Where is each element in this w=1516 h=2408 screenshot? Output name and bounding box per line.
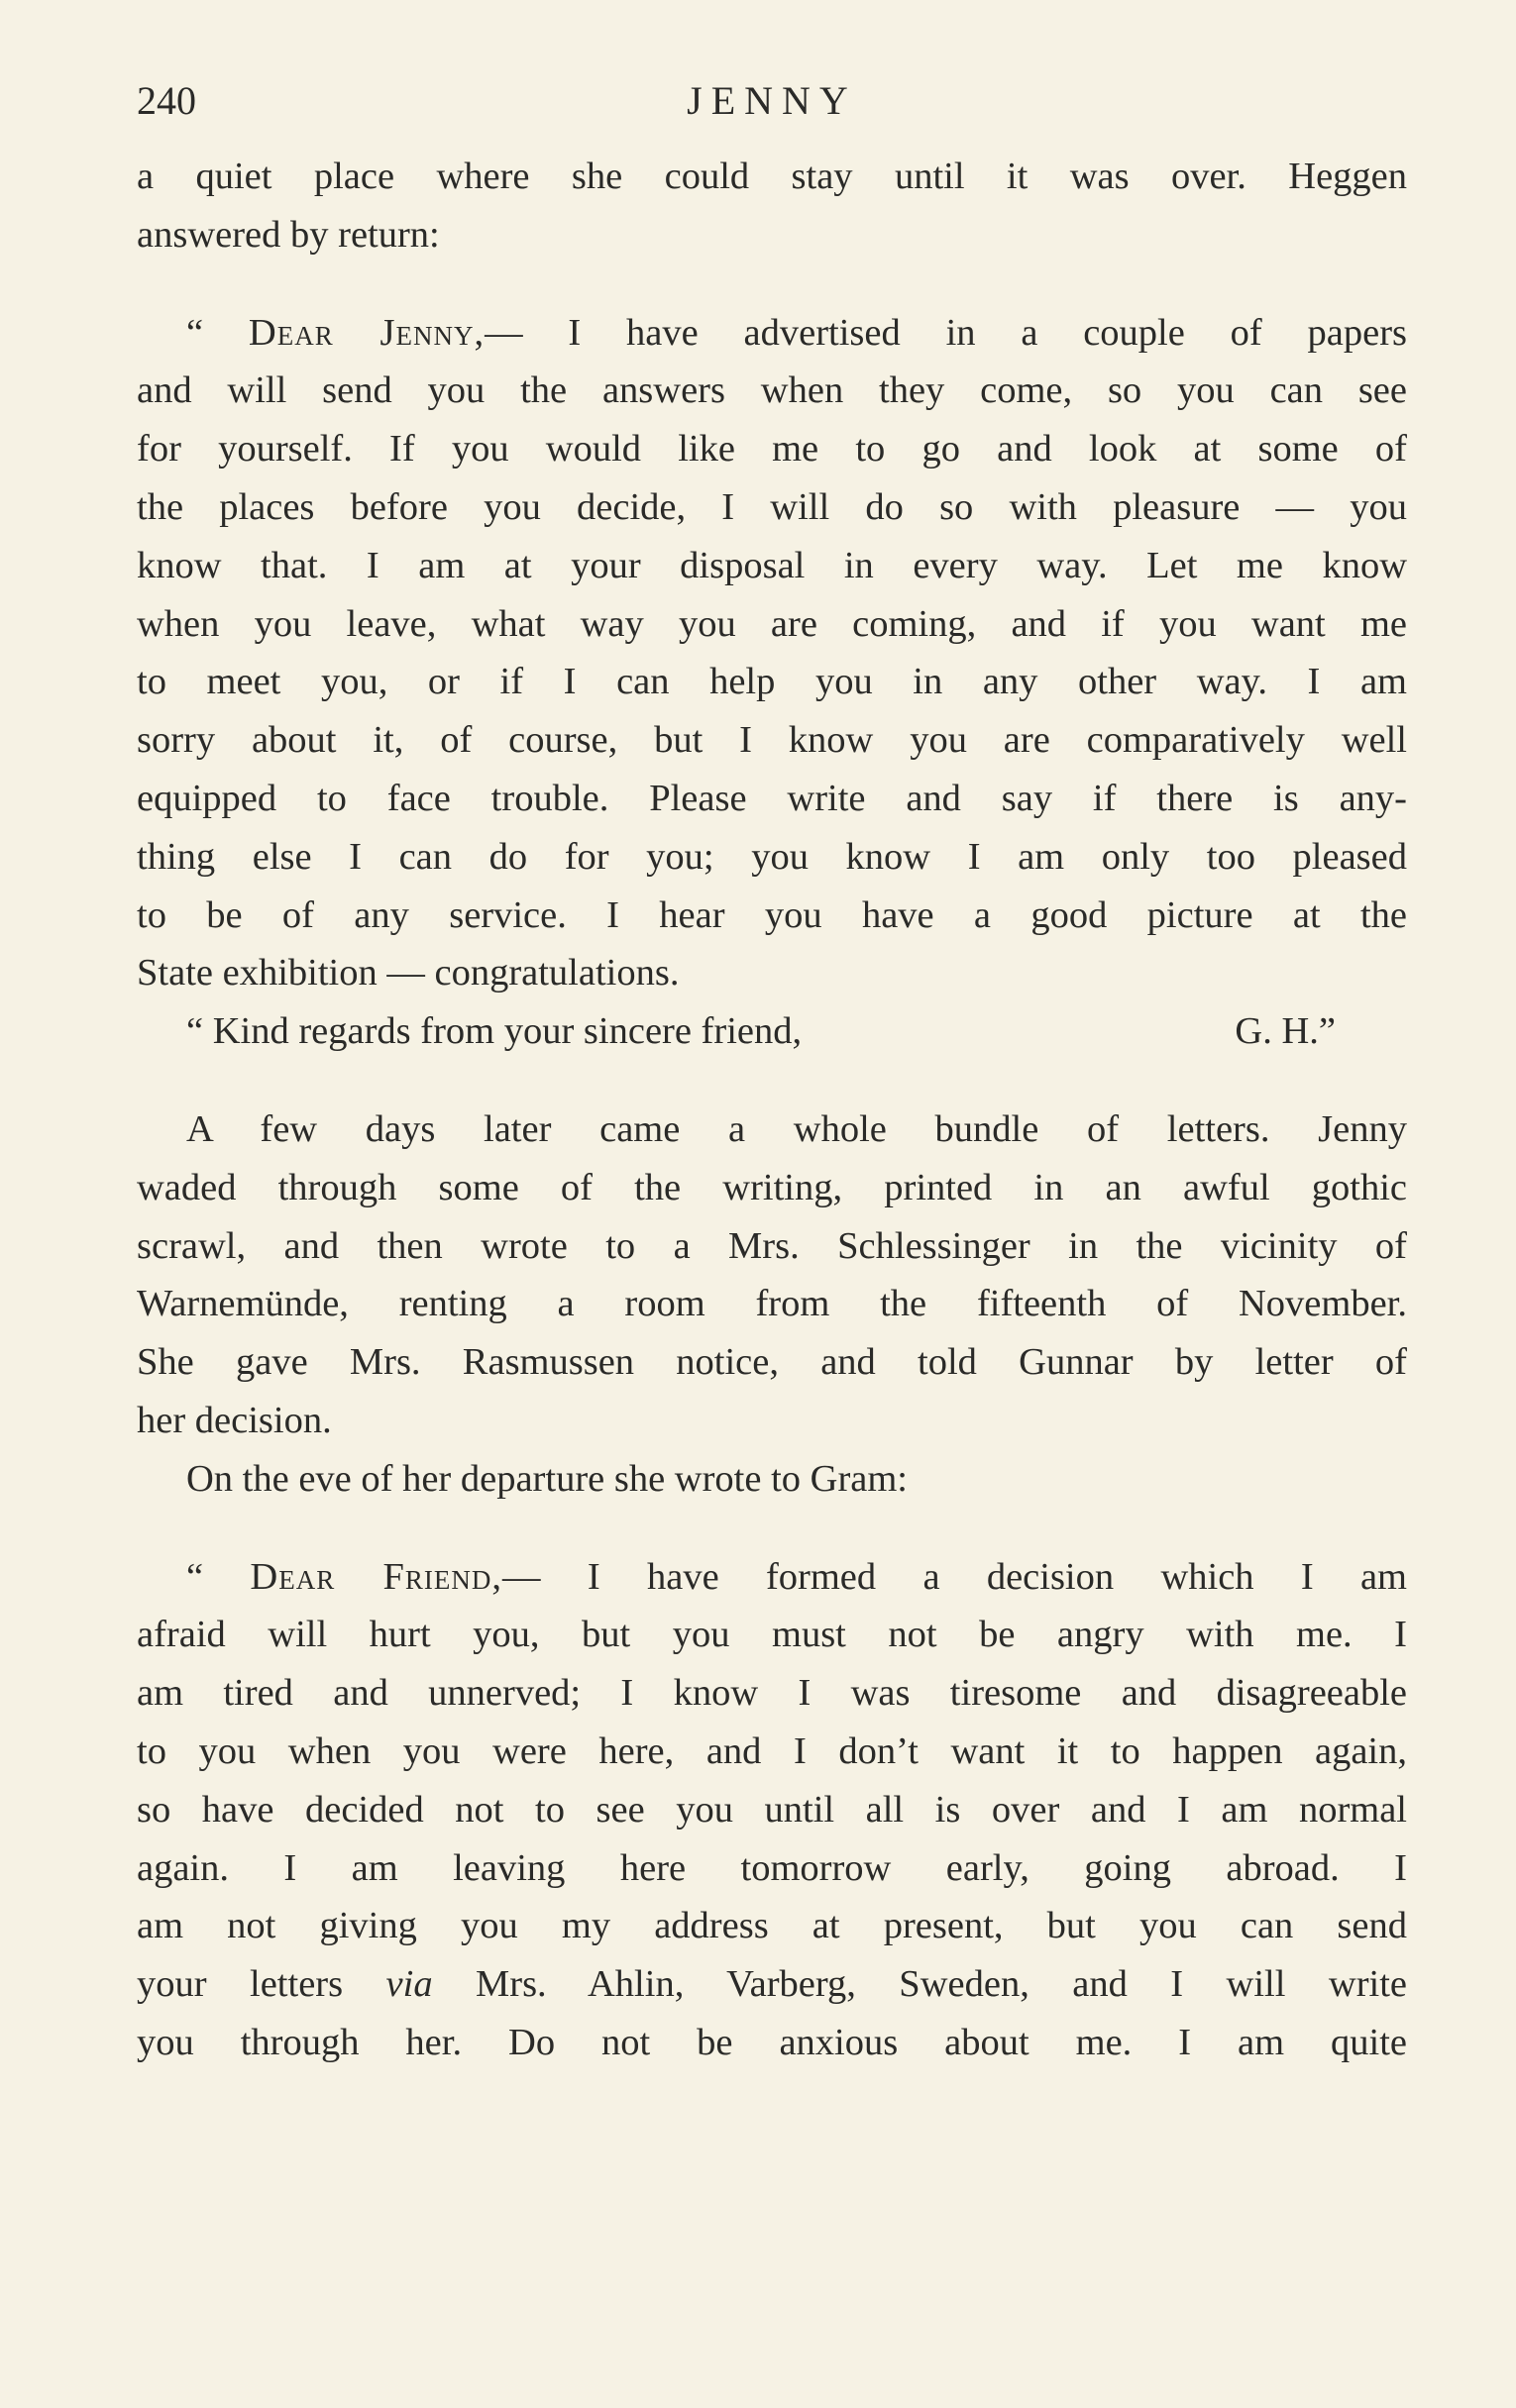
page-header (137, 71, 1407, 131)
text-fragment: Mrs. Ahlin, Varberg, Sweden, and I will write (432, 1963, 1407, 2006)
text-line: for yourself. If you would like me to go and look at some of (137, 428, 1407, 471)
text-line: and will send you the answers when they come, so you can see (137, 369, 1407, 412)
text-line: A few days later came a whole bundle of letters. Jenny (186, 1107, 1407, 1150)
text-line: afraid will hurt you, but you must not be angry with me. I (137, 1614, 1407, 1656)
opening-quote: “ (186, 311, 249, 354)
body-text (137, 148, 1407, 2072)
letter-jenny (137, 1548, 1407, 2072)
italic-word: via (385, 1963, 433, 2006)
text-line: answered by return: (137, 213, 440, 256)
text-line (137, 304, 1407, 363)
salutation-continuation: — I have formed a decision which I am (502, 1555, 1407, 1598)
text-line: so have decided not to see you until all is over and I am normal (137, 1788, 1407, 1831)
paragraph-narrative (137, 1100, 1407, 1509)
text-line: know that. I am at your disposal in every way. Let me know (137, 544, 1407, 586)
running-title: JENNY (687, 78, 857, 123)
text-line (137, 1548, 1407, 1607)
letter-salutation: Dear Jenny, (248, 311, 486, 354)
text-line: to meet you, or if I can help you in any other way. I am (137, 661, 1407, 703)
text-line: the places before you decide, I will do so with pleasure — you (137, 485, 1407, 528)
text-line: a quiet place where she could stay until it was over. Heggen (137, 156, 1407, 197)
text-line: sorry about it, of course, but I know you are comparatively well (137, 719, 1407, 762)
text-line: equipped to face trouble. Please write and say if there is any- (137, 777, 1407, 819)
text-line: waded through some of the writing, printed in an awful gothic (137, 1166, 1407, 1208)
text-line (137, 1955, 1407, 2014)
opening-quote: “ (186, 1555, 251, 1598)
closing-text: “ Kind regards from your sincere friend, (186, 1010, 803, 1053)
text-line: thing else I can do for you; you know I am only too pleased (137, 835, 1407, 878)
salutation-continuation: — I have advertised in a couple of papers (485, 311, 1408, 354)
text-line: scrawl, and then wrote to a Mrs. Schlessinger in the vicinity of (137, 1224, 1407, 1267)
paragraph-intro (137, 148, 1407, 264)
text-line: when you leave, what way you are coming, and if you want me (137, 602, 1407, 645)
text-line: to you when you were here, and I don’t want it to happen again, (137, 1729, 1407, 1772)
signature-initials: G. H.” (1235, 1010, 1336, 1053)
text-line: am tired and unnerved; I know I was tiresome and disagreeable (137, 1672, 1407, 1715)
text-line: her decision. (137, 1399, 332, 1441)
text-line: She gave Mrs. Rasmussen notice, and told Gunnar by letter of (137, 1341, 1407, 1384)
text-line: am not giving you my address at present, but you can send (137, 1905, 1407, 1947)
letter-closing (137, 1002, 1407, 1061)
letter-heggen (137, 304, 1407, 1061)
text-line: State exhibition — congratulations. (137, 952, 680, 995)
text-line: Warnemünde, renting a room from the fifteenth of November. (137, 1283, 1407, 1325)
text-line: On the eve of her departure she wrote to Gram: (186, 1457, 909, 1500)
letter-salutation: Dear Friend, (250, 1555, 503, 1598)
text-fragment: your letters (137, 1963, 386, 2006)
text-line: again. I am leaving here tomorrow early, going abroad. I (137, 1846, 1407, 1889)
page-number: 240 (137, 78, 196, 123)
text-line: you through her. Do not be anxious about me. I am quite (137, 2021, 1407, 2063)
text-line: to be of any service. I hear you have a good picture at the (137, 893, 1407, 936)
